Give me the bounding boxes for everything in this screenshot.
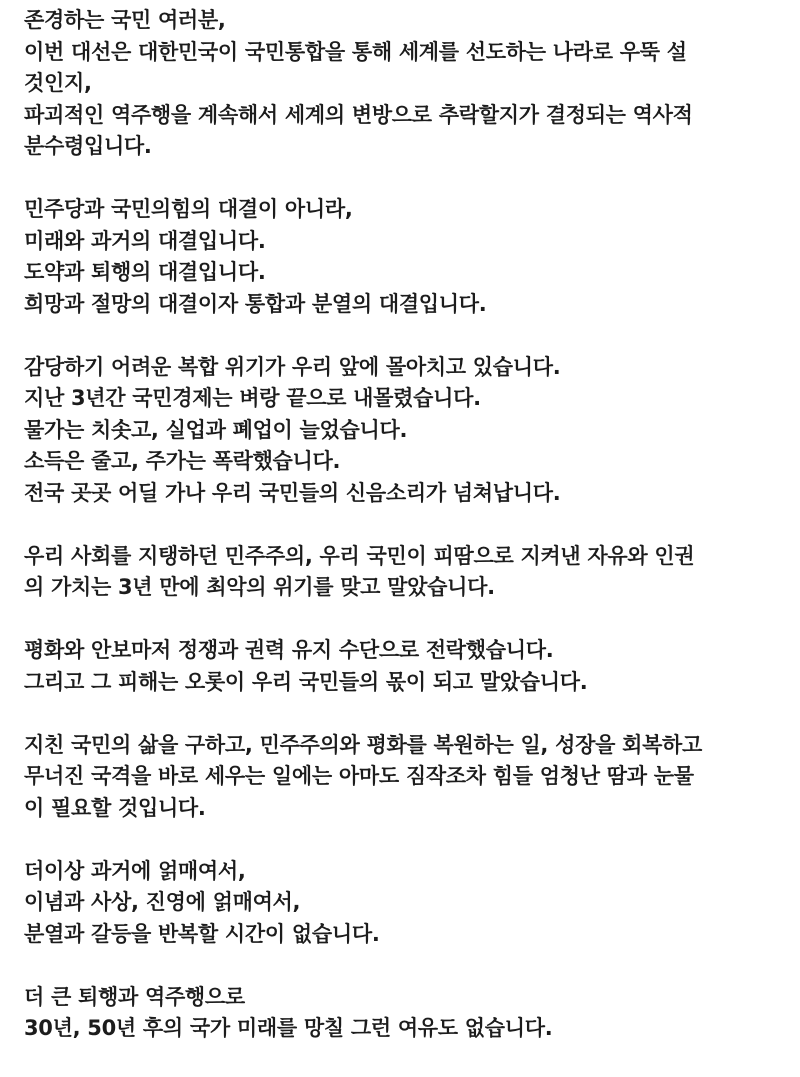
text-line: 무너진 국격을 바로 세우는 일에는 아마도 짐작조차 힘들 엄청난 땀과 눈물 bbox=[24, 764, 694, 788]
paragraph bbox=[24, 982, 794, 1045]
paragraph bbox=[24, 352, 794, 510]
paragraph-gap bbox=[24, 950, 794, 982]
text-line: 이번 대선은 대한민국이 국민통합을 통해 세계를 선도하는 나라로 우뚝 설 bbox=[24, 39, 687, 64]
text-line: 더 큰 퇴행과 역주행으로 bbox=[24, 984, 245, 1009]
text-line: 더이상 과거에 얽매여서, bbox=[24, 858, 246, 883]
text-line: 지난 3년간 국민경제는 벼랑 끝으로 내몰렸습니다. bbox=[24, 386, 481, 410]
text-line: 파괴적인 역주행을 계속해서 세계의 변방으로 추락할지가 결정되는 역사적 bbox=[24, 102, 693, 127]
text-line: 전국 곳곳 어딜 가나 우리 국민들의 신음소리가 넘쳐납니다. bbox=[24, 480, 561, 505]
text-line: 이 필요할 것입니다. bbox=[24, 795, 206, 820]
speech-document bbox=[24, 5, 794, 1045]
paragraph bbox=[24, 635, 794, 698]
paragraph-gap bbox=[24, 163, 794, 195]
paragraph bbox=[24, 5, 794, 163]
text-line: 물가는 치솟고, 실업과 폐업이 늘었습니다. bbox=[24, 417, 408, 442]
text-line: 분열과 갈등을 반복할 시간이 없습니다. bbox=[24, 921, 380, 946]
paragraph bbox=[24, 541, 794, 604]
text-line: 그리고 그 피해는 오롯이 우리 국민들의 몫이 되고 말았습니다. bbox=[24, 669, 588, 694]
text-line: 우리 사회를 지탱하던 민주주의, 우리 국민이 피땀으로 지켜낸 자유와 인권 bbox=[24, 543, 695, 568]
paragraph-gap bbox=[24, 320, 794, 352]
paragraph-gap bbox=[24, 824, 794, 856]
text-line: 희망과 절망의 대결이자 통합과 분열의 대결입니다. bbox=[24, 291, 487, 316]
paragraph-gap bbox=[24, 509, 794, 541]
paragraph-gap bbox=[24, 698, 794, 730]
paragraph bbox=[24, 194, 794, 320]
paragraph bbox=[24, 730, 794, 825]
paragraph bbox=[24, 856, 794, 951]
text-line: 감당하기 어려운 복합 위기가 우리 앞에 몰아치고 있습니다. bbox=[24, 354, 561, 379]
text-line: 이념과 사상, 진영에 얽매여서, bbox=[24, 890, 301, 914]
text-line: 민주당과 국민의힘의 대결이 아니라, bbox=[24, 197, 353, 221]
text-line: 평화와 안보마저 정쟁과 권력 유지 수단으로 전락했습니다. bbox=[24, 638, 554, 662]
text-line: 것인지, bbox=[24, 71, 92, 95]
text-line: 30년, 50년 후의 국가 미래를 망칠 그런 여유도 없습니다. bbox=[24, 1016, 553, 1040]
text-line: 도약과 퇴행의 대결입니다. bbox=[24, 260, 266, 284]
text-line: 존경하는 국민 여러분, bbox=[24, 8, 226, 32]
text-line: 분수령입니다. bbox=[24, 134, 152, 158]
text-line: 미래와 과거의 대결입니다. bbox=[24, 228, 266, 253]
paragraph-gap bbox=[24, 604, 794, 636]
text-line: 지친 국민의 삶을 구하고, 민주주의와 평화를 복원하는 일, 성장을 회복하고 bbox=[24, 732, 703, 757]
text-line: 의 가치는 3년 만에 최악의 위기를 맞고 말았습니다. bbox=[24, 575, 495, 599]
text-line: 소득은 줄고, 주가는 폭락했습니다. bbox=[24, 449, 341, 473]
